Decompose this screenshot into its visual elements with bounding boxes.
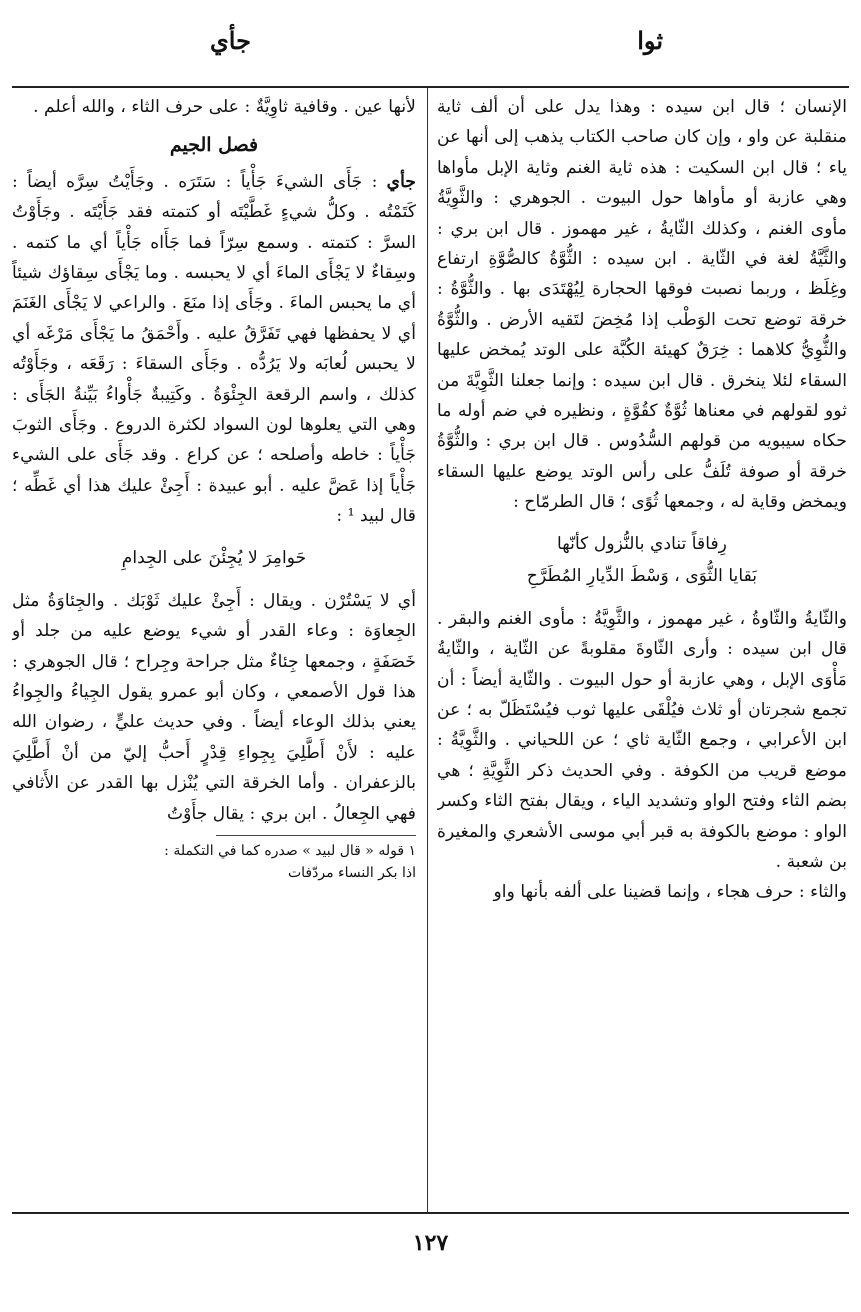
left-paragraph-1: [12, 167, 416, 532]
right-verse-line-1: رِفاقاً تنادي بالنُّزول كأنّها: [557, 533, 727, 554]
right-column: [437, 92, 847, 1207]
header-right-title: ثوا: [637, 26, 663, 55]
entry-headword: جأي: [386, 171, 416, 192]
footnote-line-2: اذا بكر النساء مردّفات: [287, 864, 416, 881]
left-paragraph-2: أي لا يَسْتُرْن . ويقال : أَجِئْ عليك ثَوْبَك . والجِئاوَةُ مثل الجِعاوَة : وعاء القدر أو شيء يوضع عليه من جلد أو خَصَفَةٍ ، وجمعها جِئاءٌ مثل جراحة وجِراح ؛ قال الجوهري : هذا قول الأصمعي ، وكان أبو عمرو يقول الجِياءُ والجِواءُ يعني بذلك الوعاء أيضاً . وفي حديث عليٍّ ، رضوان الله عليه : لأَنْ أَطَّلِيَ بِجِواءِ قِدْرٍ أَحبُّ إليّ من أنْ أَطَّلِيَ بالزعفران . وأما الخرقة التي يُنْزل بها القدر عن الأَثافي فهي الجِعالُ . ابن بري : يقال جأَوْتُ: [12, 590, 416, 824]
right-paragraph-1: الإنسان ؛ قال ابن سيده : وهذا يدل على أن ألف ثاية منقلبة عن واو ، وإن كان صاحب الكتاب يذهب إلى أنها عن ياء ؛ قال ابن السكيت : هذه ثاية الغنم وثاية الإبل مأواها وهي عازبة أو مأواها حول البيوت . الجوهري : والثَّوِيَّةُ مأوى الغنم ، وكذلك الثّايةُ ، غير مهموز . قال ابن بري : والثَّيَّةُ لغة في الثّاية . ابن سيده : الثُّوَّةُ كالصُّوَّةِ ارتفاع وغِلَظ ، وربما نصبت فوقها الحجارة لِيُهْتَدَى بها . والثُّوَّةُ : خرقة توضع تحت الوَطْب إذا مُخِضَ لتَقيه الأرض . والثُّوَّةُ والثُّوِيُّ كلاهما : خِرَقٌ كهيئة الكُبَّة على الوتد يُمخض عليها السقاء لئلا ينخرق . قال ابن سيده : وإنما جعلنا الثَّوِيَّةَ من ثوو لقولهم في معناها ثُوَّةٌ كقُوَّةٍ ، ونظيره في ضم أوله ما حكاه سيبويه من قولهم السُّدُوس . قال ابن بري : والثُّوَّةُ خرقة أو صوفة تُلَفُّ على رأس الوتد يوضع عليها السقاء ويمخض وقاية له ، وجمعها ثُوًى ؛ قال الطرمّاح :: [437, 97, 847, 513]
right-verse-line-2: بَقايا الثُّوَى ، وَسْطَ الدِّيارِ المُطَرَّحِ: [526, 565, 758, 586]
left-column: [12, 92, 416, 1207]
right-paragraph-2: والثّايةُ والثّاوةُ ، غير مهموز ، والثَّوِيَّةُ : مأوى الغنم والبقر . قال ابن سيده : وأرى الثّاوةَ مقلوبةً عن الثّاية ، والثّايةُ مَأْوَى الإبل ، وهي عازبة أو حول البيوت . والثّاية أيضاً : أن تجمع شجرتان أو ثلاث فيُلْقَى عليها ثوب فيُسْتَظَلّ به ؛ عن ابن الأعرابي ، وجمع الثّاية ثاي ؛ عن اللحياني . والثَّوِيَّةُ : موضع قريب من الكوفة . وفي الحديث ذكر الثَّوِيَّةِ ؛ هي بضم الثاء وفتح الواو وتشديد الياء ، ويقال بفتح الثاء وكسر الواو : موضع بالكوفة به قبر أبي موسى الأشعري والمغيرة بن شعبة .: [437, 608, 847, 872]
header-left-title: جأي: [210, 26, 251, 55]
right-verse: [437, 528, 847, 592]
footer-rule: [12, 1212, 849, 1214]
section-title: فصل الجيم: [169, 134, 259, 157]
entry-text: : جَأَى الشيءَ جَأْياً : سَتَرَه . وجَأَيْتُ سِرَّه أيضاً : كَتَمْتُه . وكلُّ شيءٍ غَطَّيْتَه أو كتمته فقد جَأَيْتَه . وجَأَوْتُ السرَّ : كتمته . وسمع سِرّاً فما جَأَاه جَأْياً أي ما كتمه . وسِقاءٌ لا يَجْأَى الماءَ أي لا يحبسه . وما يَجْأَى سِقاؤك شيئاً أي ما يحبس الماءَ . وجَأَى إذا منَعَ . والراعي لا يَجْأَى الغَنَمَ أي لا يحفظها فهي تَفَرَّقُ عليه . وأَحْمَقُ ما يَجْأَى مَرْغَه أي لا يحبس لُعابَه ولا يَرُدُّه . وجَأَى السقاءَ : رَقَعَه ، وجَأَوْتُه كذلك ، واسم الرقعة الجِئْوَةُ . وكَتِيبةٌ جَأْواءُ بَيِّنةُ الجَأَى : وهي التي يعلوها لون السواد لكثرة الدروع . وجَأَى الثوبَ جَأْياً : خاطه وأصلحه ؛ عن كراع . وقد جَأَى على الشيء جَأْياً إذا عَضَّ عليه . أبو عبيدة : أَجِئْ عليك هذا أي غَطِّه ؛ قال لبيد ¹ :: [12, 171, 416, 527]
left-verse-line: حَوامِرَ لا يُجِئْنَ على الجِدامِ: [121, 547, 307, 568]
page-number: ١٢٧: [412, 1230, 449, 1256]
left-paragraph-0: لأنها عين . وقافية ثاوِيَّةٌ : على حرف الثاء ، والله أعلم .: [33, 97, 416, 117]
column-divider: [427, 88, 428, 1212]
right-paragraph-3: والثاء : حرف هجاء ، وإنما قضينا على ألفه بأنها واو: [493, 882, 847, 903]
left-verse: [12, 542, 416, 574]
header-rule: [12, 86, 849, 88]
footnote-rule: [216, 835, 416, 836]
footnote-line-1: ١ قوله « قال لبيد » صدره كما في التكملة :: [164, 842, 416, 859]
